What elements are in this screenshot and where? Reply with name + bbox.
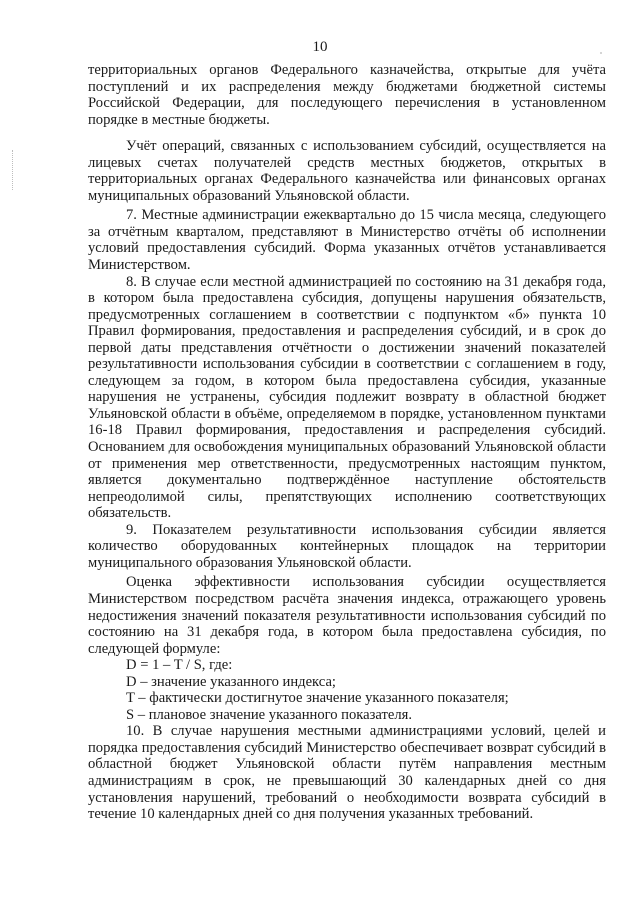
scan-margin-mark <box>12 150 15 190</box>
formula-definition-t: T – фактически достигнутое значение указанного показателя; <box>126 690 509 707</box>
paragraph-efficiency: Оценка эффективности использования субсидии осуществляется Министерством посредством расчёта значения индекса, отражающего уровень недостижения значений показателя результативности использования субсидий по состоянию на 31 декабря года, в котором была предоставлена субсидия, по следующей формуле: <box>88 574 606 657</box>
paragraph-continuation: территориальных органов Федерального казначейства, открытые для учёта поступлений и их распределения между бюджетами бюджетной системы Российской Федерации, для последующего перечисления в установленном порядке в местные бюджеты. <box>88 62 606 128</box>
paragraph-item-7: 7. Местные администрации ежеквартально до 15 числа месяца, следующего за отчётным кварталом, представляют в Министерство отчёты об исполнении условий предоставления субсидий. Форма указанных отчётов устанавливается Министерством. <box>88 207 606 274</box>
formula-definition-d: D – значение указанного индекса; <box>126 673 336 690</box>
formula-expression: D = 1 – T / S, где: <box>126 657 233 674</box>
paragraph-accounting: Учёт операций, связанных с использованием субсидий, осуществляется на лицевых счетах получателей средств местных бюджетов, открытых в территориальных органах Федерального казначейства или финансовых органах муниципальных образований Ульяновской области. <box>88 138 606 204</box>
formula-definition-s: S – плановое значение указанного показателя. <box>126 706 412 723</box>
paragraph-item-9: 9. Показателем результативности использования субсидии является количество оборудованных контейнерных площадок на территории муниципального образования Ульяновской области. <box>88 521 606 571</box>
document-body <box>88 62 606 823</box>
paragraph-item-10: 10. В случае нарушения местными администрациями условий, целей и порядка предоставления субсидий Министерство обеспечивает возврат субсидий в областной бюджет Ульяновской области путём направления местным администрациям в срок, не превышающий 30 календарных дней со дня установления нарушений, требований о необходимости возврата субсидий в течение 10 календарных дней со дня получения указанных требований. <box>88 723 606 823</box>
paragraph-item-8: 8. В случае если местной администрацией по состоянию на 31 декабря года, в котором была предоставлена субсидия, допущены нарушения обязательств, предусмотренных соглашением в соответствии с подпунктом «б» пункта 10 Правил формирования, предоставления и распределения субсидий, и в срок до первой даты представления отчётности о достижении значений показателей результативности использования субсидии в соответствии с соглашением в году, следующем за годом, в котором была предоставлена субсидия, указанные нарушения не устранены, субсидия подлежит возврату в областной бюджет Ульяновской области в объёме, определяемом в порядке, установленном пунктами 16-18 Правил формирования, предоставления и распределения субсидий. Основанием для освобождения муниципальных образований Ульяновской области от применения мер ответственности, предусмотренных настоящим пунктом, является документально подтверждённое наступление обстоятельств непреодолимой силы, препятствующих исполнению соответствующих обязательств. <box>88 273 606 522</box>
page-number: 10 <box>312 39 328 55</box>
